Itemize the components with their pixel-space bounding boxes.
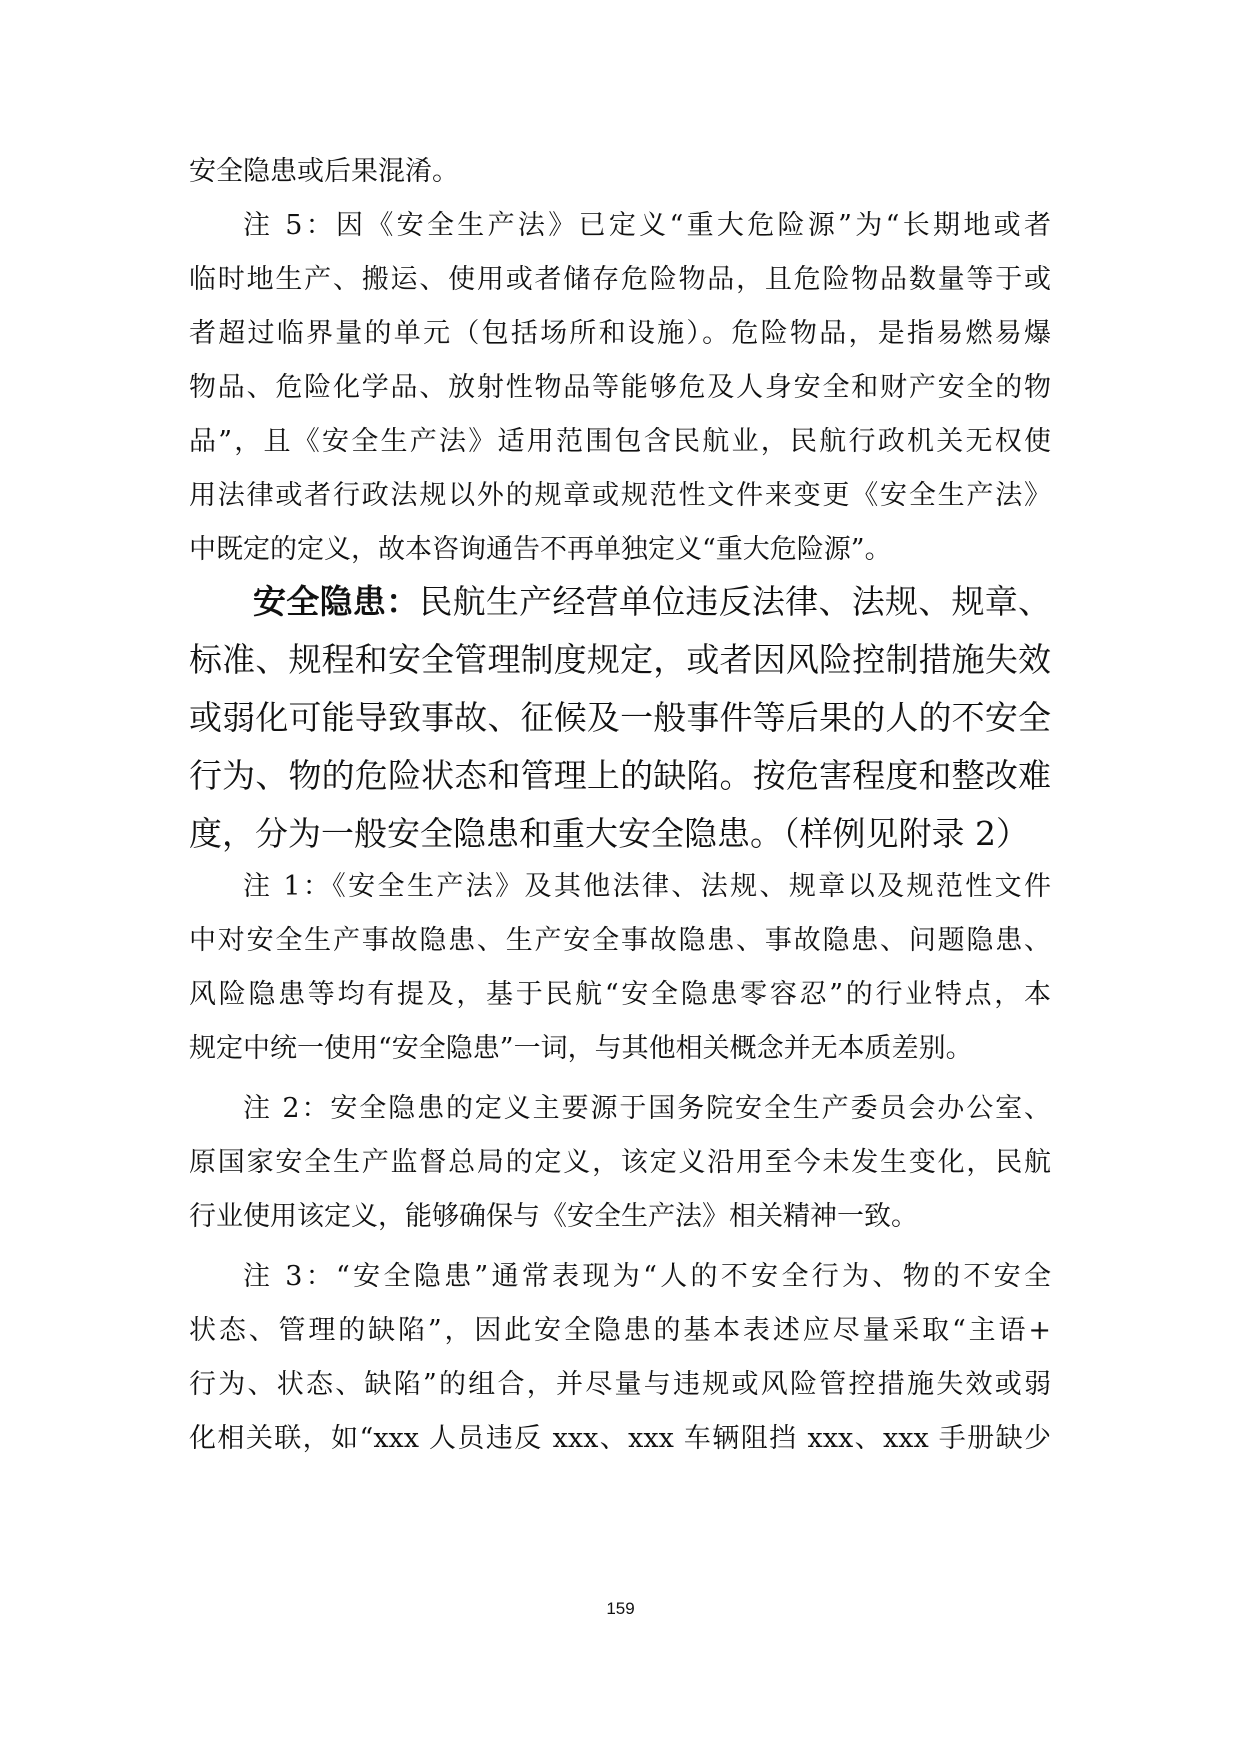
defined-term: 安全隐患： [253,582,420,621]
note-2-line: 行业使用该定义，能够确保与《安全生产法》相关精神一致。 [189,1201,918,1232]
note-1-line: 注 1：《安全生产法》及其他法律、法规、规章以及规范性文件 [243,871,1051,902]
note-5-line: 临时地生产、搬运、使用或者储存危险物品，且危险物品数量等于或 [189,264,1051,295]
note-3-line: 注 3：“安全隐患”通常表现为“人的不安全行为、物的不安全 [243,1261,1051,1292]
definition-line: 或弱化可能导致事故、征候及一般事件等后果的人的不安全 [189,698,1051,737]
definition-line: 度，分为一般安全隐患和重大安全隐患。（样例见附录 2） [189,814,1029,853]
note-5-line: 中既定的定义，故本咨询通告不再单独定义“重大危险源”。 [189,534,892,565]
continuation-line: 安全隐患或后果混淆。 [189,156,459,187]
note-1-line: 规定中统一使用“安全隐患”一词，与其他相关概念并无本质差别。 [189,1033,973,1064]
note-5-line: 者超过临界量的单元（包括场所和设施）。危险物品，是指易燃易爆 [189,318,1051,349]
page-number: 159 [606,1599,635,1618]
note-1-line: 风险隐患等均有提及，基于民航“安全隐患零容忍”的行业特点，本 [189,979,1051,1010]
definition-line: 行为、物的危险状态和管理上的缺陷。按危害程度和整改难 [189,756,1051,795]
note-2-line: 注 2：安全隐患的定义主要源于国务院安全生产委员会办公室、 [243,1093,1051,1124]
note-3-line: 状态、管理的缺陷”，因此安全隐患的基本表述应尽量采取“主语+ [189,1315,1051,1346]
note-3-line: 行为、状态、缺陷”的组合，并尽量与违规或风险管控措施失效或弱 [189,1369,1051,1400]
note-5-line: 物品、危险化学品、放射性物品等能够危及人身安全和财产安全的物 [189,372,1051,403]
definition-text: 民航生产经营单位违反法律、法规、规章、 [419,582,1051,621]
note-2-line: 原国家安全生产监督总局的定义，该定义沿用至今未发生变化，民航 [189,1147,1051,1178]
definition-line: 标准、规程和安全管理制度规定，或者因风险控制措施失效 [189,640,1051,679]
note-1-line: 中对安全生产事故隐患、生产安全事故隐患、事故隐患、问题隐患、 [189,925,1051,956]
note-3-line: 化相关联，如“xxx 人员违反 xxx、xxx 车辆阻挡 xxx、xxx 手册缺少 [189,1423,1051,1454]
note-5-line: 用法律或者行政法规以外的规章或规范性文件来变更《安全生产法》 [189,480,1051,511]
definition-first-line [253,580,1051,624]
note-5-line: 品”，且《安全生产法》适用范围包含民航业，民航行政机关无权使 [189,426,1051,457]
note-5-line: 注 5：因《安全生产法》已定义“重大危险源”为“长期地或者 [243,210,1051,241]
